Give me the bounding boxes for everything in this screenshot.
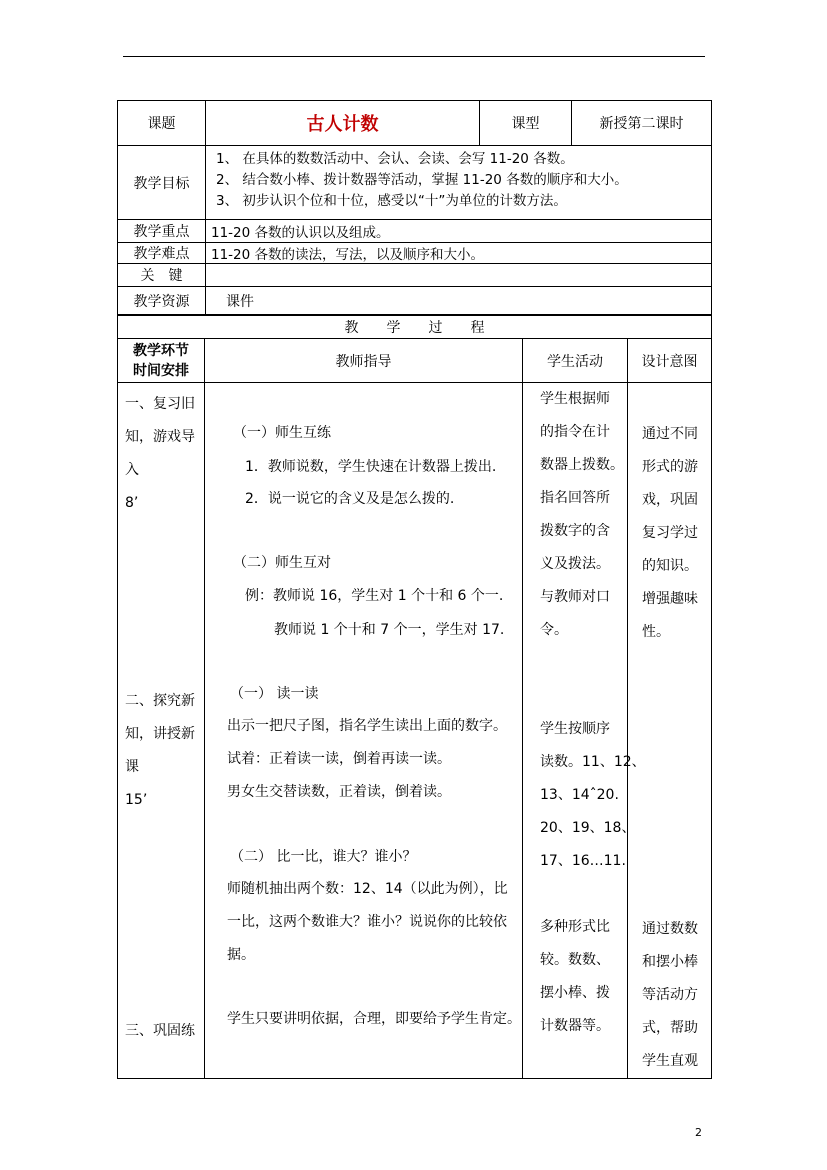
teacher-line: （一）师生互练 (233, 425, 331, 441)
stage-line (125, 949, 204, 982)
stage-line (125, 619, 204, 652)
student-line: 的指令在计 (540, 424, 610, 440)
intent-line: 通过数数 (642, 921, 698, 937)
difficulty-label: 教学难点 (118, 243, 206, 264)
stage-line: 二、探究新 (125, 693, 195, 709)
header-intent: 设计意图 (628, 339, 712, 383)
teacher-line: 1．教师说数，学生快速在计数器上拨出. (245, 459, 497, 475)
student-line: 13、14ˆ20. (540, 787, 619, 803)
stage-line: 入 (125, 462, 139, 478)
teacher-line: （二） 比一比，谁大？谁小？ (230, 849, 417, 865)
stage-line (125, 883, 204, 916)
student-line: 20、19、18、 (540, 820, 636, 836)
intent-line (642, 880, 711, 913)
student-line (540, 878, 627, 911)
stage-line (125, 916, 204, 949)
stage-line (125, 982, 204, 1015)
page-number: 2 (695, 1126, 702, 1139)
header-teacher: 教师指导 (205, 339, 523, 383)
student-line: 多种形式比 (540, 919, 610, 935)
goal-item: 3、 初步认识个位和十位，感受以“十”为单位的计数方法。 (216, 193, 567, 209)
student-line: 摆小棒、拨 (540, 985, 610, 1001)
stage-line: 知，讲授新 (125, 726, 195, 742)
intent-line: 戏，巩固 (642, 492, 698, 508)
student-line (540, 680, 627, 713)
difficulty-value: 11-20 各数的读法，写法，以及顺序和大小。 (206, 243, 712, 264)
intent-line: 和摆小棒 (642, 954, 698, 970)
goal-item: 1、 在具体的数数活动中、会认、会读、会写 11-20 各数。 (216, 151, 574, 167)
student-line (540, 647, 627, 680)
stage-line: 15’ (125, 792, 148, 808)
intent-line (642, 715, 711, 748)
intent-line: 复习学过 (642, 525, 698, 541)
intent-line: 形式的游 (642, 459, 698, 475)
teacher-line: （一） 读一读 (230, 686, 319, 702)
header-stage-line: 时间安排 (133, 362, 189, 379)
lesson-title: 古人计数 (206, 101, 480, 146)
goals-list (206, 146, 712, 220)
teacher-line: 试着：正着读一读，倒着再读一读。 (227, 751, 451, 767)
stage-line (125, 553, 204, 586)
teacher-line: 学生只要讲明依据，合理，即要给予学生肯定。 (227, 1011, 521, 1027)
teacher-line: 2．说一说它的含义及是怎么拨的. (245, 491, 455, 507)
student-line: 计数器等。 (540, 1018, 610, 1034)
student-line: 学生按顺序 (540, 721, 610, 737)
student-line: 令。 (540, 622, 568, 638)
student-line: 较。数数、 (540, 952, 610, 968)
type-label: 课型 (480, 101, 572, 146)
intent-column (628, 383, 712, 1079)
intent-line (642, 649, 711, 682)
stage-column (118, 383, 205, 1079)
goals-label: 教学目标 (118, 146, 206, 220)
header-stage (118, 339, 205, 383)
intent-line (642, 847, 711, 880)
teacher-line: 师随机抽出两个数：12、14（以此为例），比 (227, 881, 508, 897)
focus-label: 教学重点 (118, 220, 206, 243)
intent-line (642, 385, 711, 418)
teacher-line: （二）师生互对 (233, 555, 331, 571)
resources-label: 教学资源 (118, 287, 206, 315)
student-line: 指名回答所 (540, 490, 610, 506)
header-rule (123, 56, 705, 57)
intent-line: 的知识。 (642, 558, 698, 574)
stage-line: 一、复习旧 (125, 396, 195, 412)
stage-line (125, 850, 204, 883)
stage-line (125, 520, 204, 553)
teacher-line: 出示一把尺子图，指名学生读出上面的数字。 (227, 718, 507, 734)
student-line: 读数。11、12、 (540, 754, 646, 770)
intent-line: 等活动方 (642, 987, 698, 1003)
goal-item: 2、 结合数小棒、拨计数器等活动，掌握 11-20 各数的顺序和大小。 (216, 172, 628, 188)
intent-line (642, 814, 711, 847)
teacher-line: 一比，这两个数谁大？谁小？说说你的比较依 (227, 914, 507, 930)
header-stage-line: 教学环节 (133, 342, 189, 359)
student-line: 学生根据师 (540, 391, 610, 407)
teacher-line: 教师说 1 个十和 7 个一，学生对 17. (274, 622, 505, 638)
intent-line: 增强趣味 (642, 591, 698, 607)
resources-value: 课件 (206, 287, 712, 315)
student-line: 数器上拨数。 (540, 457, 624, 473)
intent-line: 通过不同 (642, 426, 698, 442)
stage-line: 三、巩固练 (125, 1023, 195, 1039)
student-line: 与教师对口 (540, 589, 610, 605)
teacher-line: 据。 (227, 947, 255, 963)
key-label: 关 键 (118, 264, 206, 287)
stage-line (125, 652, 204, 685)
header-student: 学生活动 (523, 339, 628, 383)
process-table (117, 315, 712, 1079)
teacher-line: 例：教师说 16，学生对 1 个十和 6 个一. (245, 588, 504, 604)
key-value (206, 264, 712, 287)
stage-line (125, 817, 204, 850)
intent-line (642, 748, 711, 781)
intent-line: 式，帮助 (642, 1020, 698, 1036)
stage-line: 知，游戏导 (125, 429, 195, 445)
teacher-line: 男女生交替读数，正着读，倒着读。 (227, 784, 451, 800)
intent-line: 学生直观 (642, 1053, 698, 1069)
stage-line: 8’ (125, 495, 139, 511)
stage-line: 课 (125, 759, 139, 775)
teacher-column (205, 383, 523, 1079)
lesson-info-table (117, 100, 712, 315)
student-line: 义及拨法。 (540, 556, 610, 572)
intent-line (642, 781, 711, 814)
student-line: 17、16…11. (540, 853, 626, 869)
intent-line (642, 682, 711, 715)
focus-value: 11-20 各数的认识以及组成。 (206, 220, 712, 243)
type-value: 新授第二课时 (572, 101, 712, 146)
intent-line: 性。 (642, 624, 670, 640)
topic-label: 课题 (118, 101, 206, 146)
process-title: 教学过程 (118, 316, 712, 339)
student-column (523, 383, 646, 1079)
stage-line (125, 586, 204, 619)
student-line: 拨数字的含 (540, 523, 610, 539)
